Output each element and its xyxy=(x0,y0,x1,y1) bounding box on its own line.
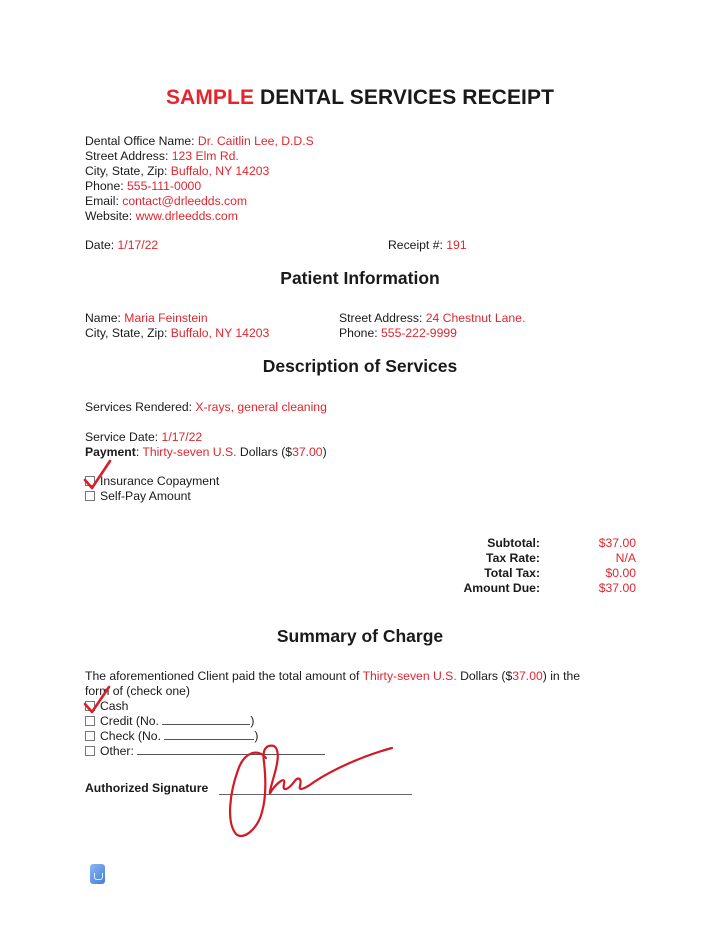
office-info xyxy=(85,134,314,224)
services-rendered xyxy=(85,400,327,415)
office-email-label: Email: xyxy=(85,194,123,208)
service-date-label: Service Date: xyxy=(85,430,162,444)
service-date-value: 1/17/22 xyxy=(161,430,203,444)
option-check-label: Check (No. xyxy=(100,729,161,743)
signature-label: Authorized Signature xyxy=(85,781,209,795)
payment-amount: 37.00 xyxy=(292,445,323,459)
totals-row-tax-rate xyxy=(420,551,640,566)
checkbox-other[interactable] xyxy=(85,746,95,756)
office-name-label: Dental Office Name: xyxy=(85,134,198,148)
patient-street-value: 24 Chestnut Lane. xyxy=(425,311,526,325)
option-cash[interactable] xyxy=(85,699,325,714)
payment-colon: : xyxy=(135,445,143,459)
patient-city-value: Buffalo, NY 14203 xyxy=(170,326,270,340)
summary-line-1 xyxy=(85,669,580,684)
payment-words: Thirty-seven U.S. xyxy=(142,445,237,459)
payment-row xyxy=(85,445,327,460)
patient-left xyxy=(85,311,269,341)
office-name-value: Dr. Caitlin Lee, D.D.S xyxy=(197,134,314,148)
office-email-value: contact@drleedds.com xyxy=(122,194,248,208)
checkmark-icon xyxy=(82,458,116,492)
office-city-value: Buffalo, NY 14203 xyxy=(170,164,270,178)
service-date-row xyxy=(85,430,327,445)
patient-street-row xyxy=(339,311,525,326)
office-website-value: www.drleedds.com xyxy=(135,209,238,223)
title-highlight: SAMPLE xyxy=(165,86,255,109)
summary-line1-a: The aforementioned Client paid the total amount of xyxy=(85,669,363,683)
subtotal-label: Subtotal: xyxy=(487,536,540,550)
patient-right xyxy=(339,311,525,341)
service-details xyxy=(85,430,327,460)
totals-row-subtotal xyxy=(420,536,640,551)
totals-table xyxy=(420,536,640,596)
services-rendered-label: Services Rendered: xyxy=(85,400,196,414)
receipt-date xyxy=(85,238,158,253)
summary-line1-b: Dollars ($ xyxy=(456,669,513,683)
date-value: 1/17/22 xyxy=(117,238,159,252)
office-street-row xyxy=(85,149,314,164)
title-rest: DENTAL SERVICES RECEIPT xyxy=(254,86,555,109)
office-street-value: 123 Elm Rd. xyxy=(171,149,239,163)
option-insurance-label: Insurance Copayment xyxy=(100,474,220,488)
option-cash-label: Cash xyxy=(100,699,129,713)
patient-name-label: Name: xyxy=(85,311,125,325)
patient-phone-label: Phone: xyxy=(339,326,382,340)
checkbox-self-pay[interactable] xyxy=(85,491,95,501)
receipt-number xyxy=(388,238,467,253)
office-city-row xyxy=(85,164,314,179)
office-street-label: Street Address: xyxy=(85,149,172,163)
signature-scribble xyxy=(222,740,402,842)
patient-city-row xyxy=(85,326,269,341)
payment-mid: Dollars ($ xyxy=(236,445,293,459)
services-heading: Description of Services xyxy=(262,356,458,376)
office-city-label: City, State, Zip: xyxy=(85,164,171,178)
option-other-label: Other: xyxy=(100,744,134,758)
summary-heading: Summary of Charge xyxy=(276,626,444,646)
tax-rate-label: Tax Rate: xyxy=(486,551,540,565)
summary-text xyxy=(85,669,580,699)
document-app-icon-glyph xyxy=(94,873,103,880)
date-label: Date: xyxy=(85,238,118,252)
checkbox-check[interactable] xyxy=(85,731,95,741)
summary-amount: 37.00 xyxy=(512,669,543,683)
patient-city-label: City, State, Zip: xyxy=(85,326,171,340)
office-email-row xyxy=(85,194,314,209)
receipt-number-label: Receipt #: xyxy=(388,238,447,252)
patient-name-row xyxy=(85,311,269,326)
credit-close: ) xyxy=(250,714,255,728)
receipt-number-value: 191 xyxy=(446,238,467,252)
payment-label: Payment xyxy=(85,445,136,459)
amount-due-value: $37.00 xyxy=(598,581,636,595)
receipt-title xyxy=(0,86,720,110)
totals-row-total-tax xyxy=(420,566,640,581)
amount-due-label: Amount Due: xyxy=(463,581,540,595)
total-tax-label: Total Tax: xyxy=(484,566,540,580)
office-phone-label: Phone: xyxy=(85,179,128,193)
check-close: ) xyxy=(254,729,259,743)
option-self-pay-label: Self-Pay Amount xyxy=(100,489,191,503)
patient-phone-row xyxy=(339,326,525,341)
summary-line1-c: ) in the xyxy=(542,669,581,683)
credit-number-field[interactable] xyxy=(162,714,250,725)
services-rendered-value: X-rays, general cleaning xyxy=(195,400,327,414)
patient-phone-value: 555-222-9999 xyxy=(381,326,457,340)
office-phone-row xyxy=(85,179,314,194)
patient-name-value: Maria Feinstein xyxy=(124,311,208,325)
tax-rate-value: N/A xyxy=(615,551,636,565)
office-website-row xyxy=(85,209,314,224)
patient-street-label: Street Address: xyxy=(339,311,426,325)
document-app-icon[interactable] xyxy=(90,864,105,884)
subtotal-value: $37.00 xyxy=(598,536,636,550)
option-credit[interactable] xyxy=(85,714,325,729)
office-name-row xyxy=(85,134,314,149)
summary-amount-words: Thirty-seven U.S. xyxy=(362,669,457,683)
totals-row-amount-due xyxy=(420,581,640,596)
option-credit-label: Credit (No. xyxy=(100,714,159,728)
check-number-field[interactable] xyxy=(164,729,254,740)
checkmark-icon xyxy=(82,684,116,718)
patient-heading: Patient Information xyxy=(280,268,440,288)
total-tax-value: $0.00 xyxy=(605,566,636,580)
office-phone-value: 555-111-0000 xyxy=(127,179,202,193)
summary-line-2: form of (check one) xyxy=(85,684,190,698)
payment-close: ) xyxy=(322,445,327,459)
office-website-label: Website: xyxy=(85,209,136,223)
